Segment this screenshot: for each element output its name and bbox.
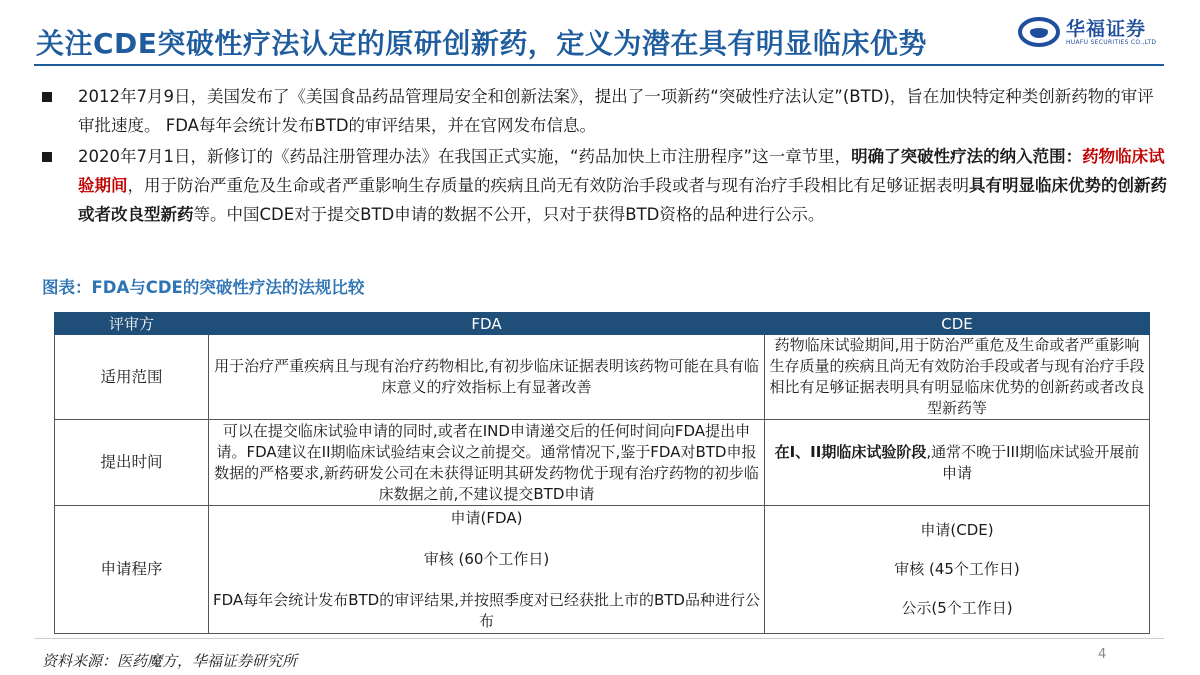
bullet-item-2020 [42, 142, 1167, 229]
huafu-logo-icon [1018, 17, 1060, 47]
row-label: 申请程序 [55, 506, 209, 634]
bullet-list [42, 82, 1167, 231]
table-row-procedure [55, 506, 1150, 634]
row-label: 适用范围 [55, 335, 209, 420]
bullet-bold-text: 明确了突破性疗法的纳入范围： [851, 147, 1083, 166]
cde-cell: 药物临床试验期间,用于防治严重危及生命或者严重影响生存质量的疾病且尚无有效防治手段或者与现有治疗手段相比有足够证据表明具有明显临床优势的创新药或者改良型新药等 [765, 335, 1150, 420]
logo-name-en: HUAFU SECURITIES CO.,LTD [1066, 39, 1157, 46]
title-divider [34, 64, 1164, 66]
bullet-text: 2020年7月1日，新修订的《药品注册管理办法》在我国正式实施，“药品加快上市注册程序”这一章节里， [78, 147, 852, 166]
bullet-square-icon [42, 152, 52, 162]
header-reviewer: 评审方 [55, 313, 209, 335]
fda-cell: 可以在提交临床试验申请的同时,或者在IND申请递交后的任何时间向FDA提出申请。FDA建议在II期临床试验结束会议之前提交。通常情况下,鉴于FDA对BTD申报数据的严格要求,新药研发公司在未获得证明其研发药物优于现有治疗药物的初步临床数据之前,不建议提交BTD申请 [209, 420, 765, 506]
source-note: 资料来源：医药魔方，华福证券研究所 [42, 652, 298, 670]
header-cde: CDE [765, 313, 1150, 335]
company-logo [1018, 14, 1168, 52]
fda-step-review: 审核 (60个工作日) [423, 550, 550, 568]
page-title: 关注CDE突破性疗法认定的原研创新药，定义为潜在具有明显临床优势 [36, 27, 927, 60]
fda-step-publish: FDA每年会统计发布BTD的审评结果,并按照季度对已经获批上市的BTD品种进行公布 [213, 591, 760, 630]
cde-cell [765, 420, 1150, 506]
bullet-square-icon [42, 92, 52, 102]
bullet-text: ，用于防治严重危及生命或者严重影响生存质量的疾病且尚无有效防治手段或者与现有治疗手段相比有足够证据表明 [127, 176, 969, 195]
comparison-table [54, 312, 1150, 634]
footer-divider [34, 638, 1164, 639]
bullet-bold-text: 具有明显临床优势的创新药或者改良型新药 [78, 176, 1167, 224]
bullet-text: 等。中国CDE对于提交BTD申请的数据不公开，只对于获得BTD资格的品种进行公示。 [193, 205, 825, 224]
table-row-timing [55, 420, 1150, 506]
cde-text: ,通常不晚于III期临床试验开展前申请 [926, 442, 1140, 482]
fda-cell [209, 506, 765, 634]
cde-step-publicize: 公示(5个工作日) [901, 599, 1013, 617]
bullet-highlight-text: 药物临床试验期间 [78, 147, 1165, 195]
fda-step-apply: 申请(FDA) [450, 509, 523, 527]
table-row-scope [55, 335, 1150, 420]
row-label: 提出时间 [55, 420, 209, 506]
table-header-row [55, 313, 1150, 335]
cde-bold-text: 在I、II期临床试验阶段 [774, 442, 927, 461]
figure-caption: 图表：FDA与CDE的突破性疗法的法规比较 [42, 278, 365, 297]
page-number: 4 [1098, 647, 1107, 662]
cde-step-apply: 申请(CDE) [920, 521, 994, 539]
cde-cell [765, 506, 1150, 634]
bullet-text: 2012年7月9日，美国发布了《美国食品药品管理局安全和创新法案》，提出了一项新药“突破性疗法认定”(BTD)，旨在加快特定种类创新药物的审评审批速度。 FDA每年会统计发布BTD的审评结果，并在官网发布信息。 [78, 87, 1154, 135]
logo-name-cn: 华福证券 [1066, 18, 1147, 40]
fda-cell: 用于治疗严重疾病且与现有治疗药物相比,有初步临床证据表明该药物可能在具有临床意义的疗效指标上有显著改善 [209, 335, 765, 420]
header-fda: FDA [209, 313, 765, 335]
bullet-item-2012 [42, 82, 1167, 140]
cde-step-review: 审核 (45个工作日) [894, 560, 1020, 578]
